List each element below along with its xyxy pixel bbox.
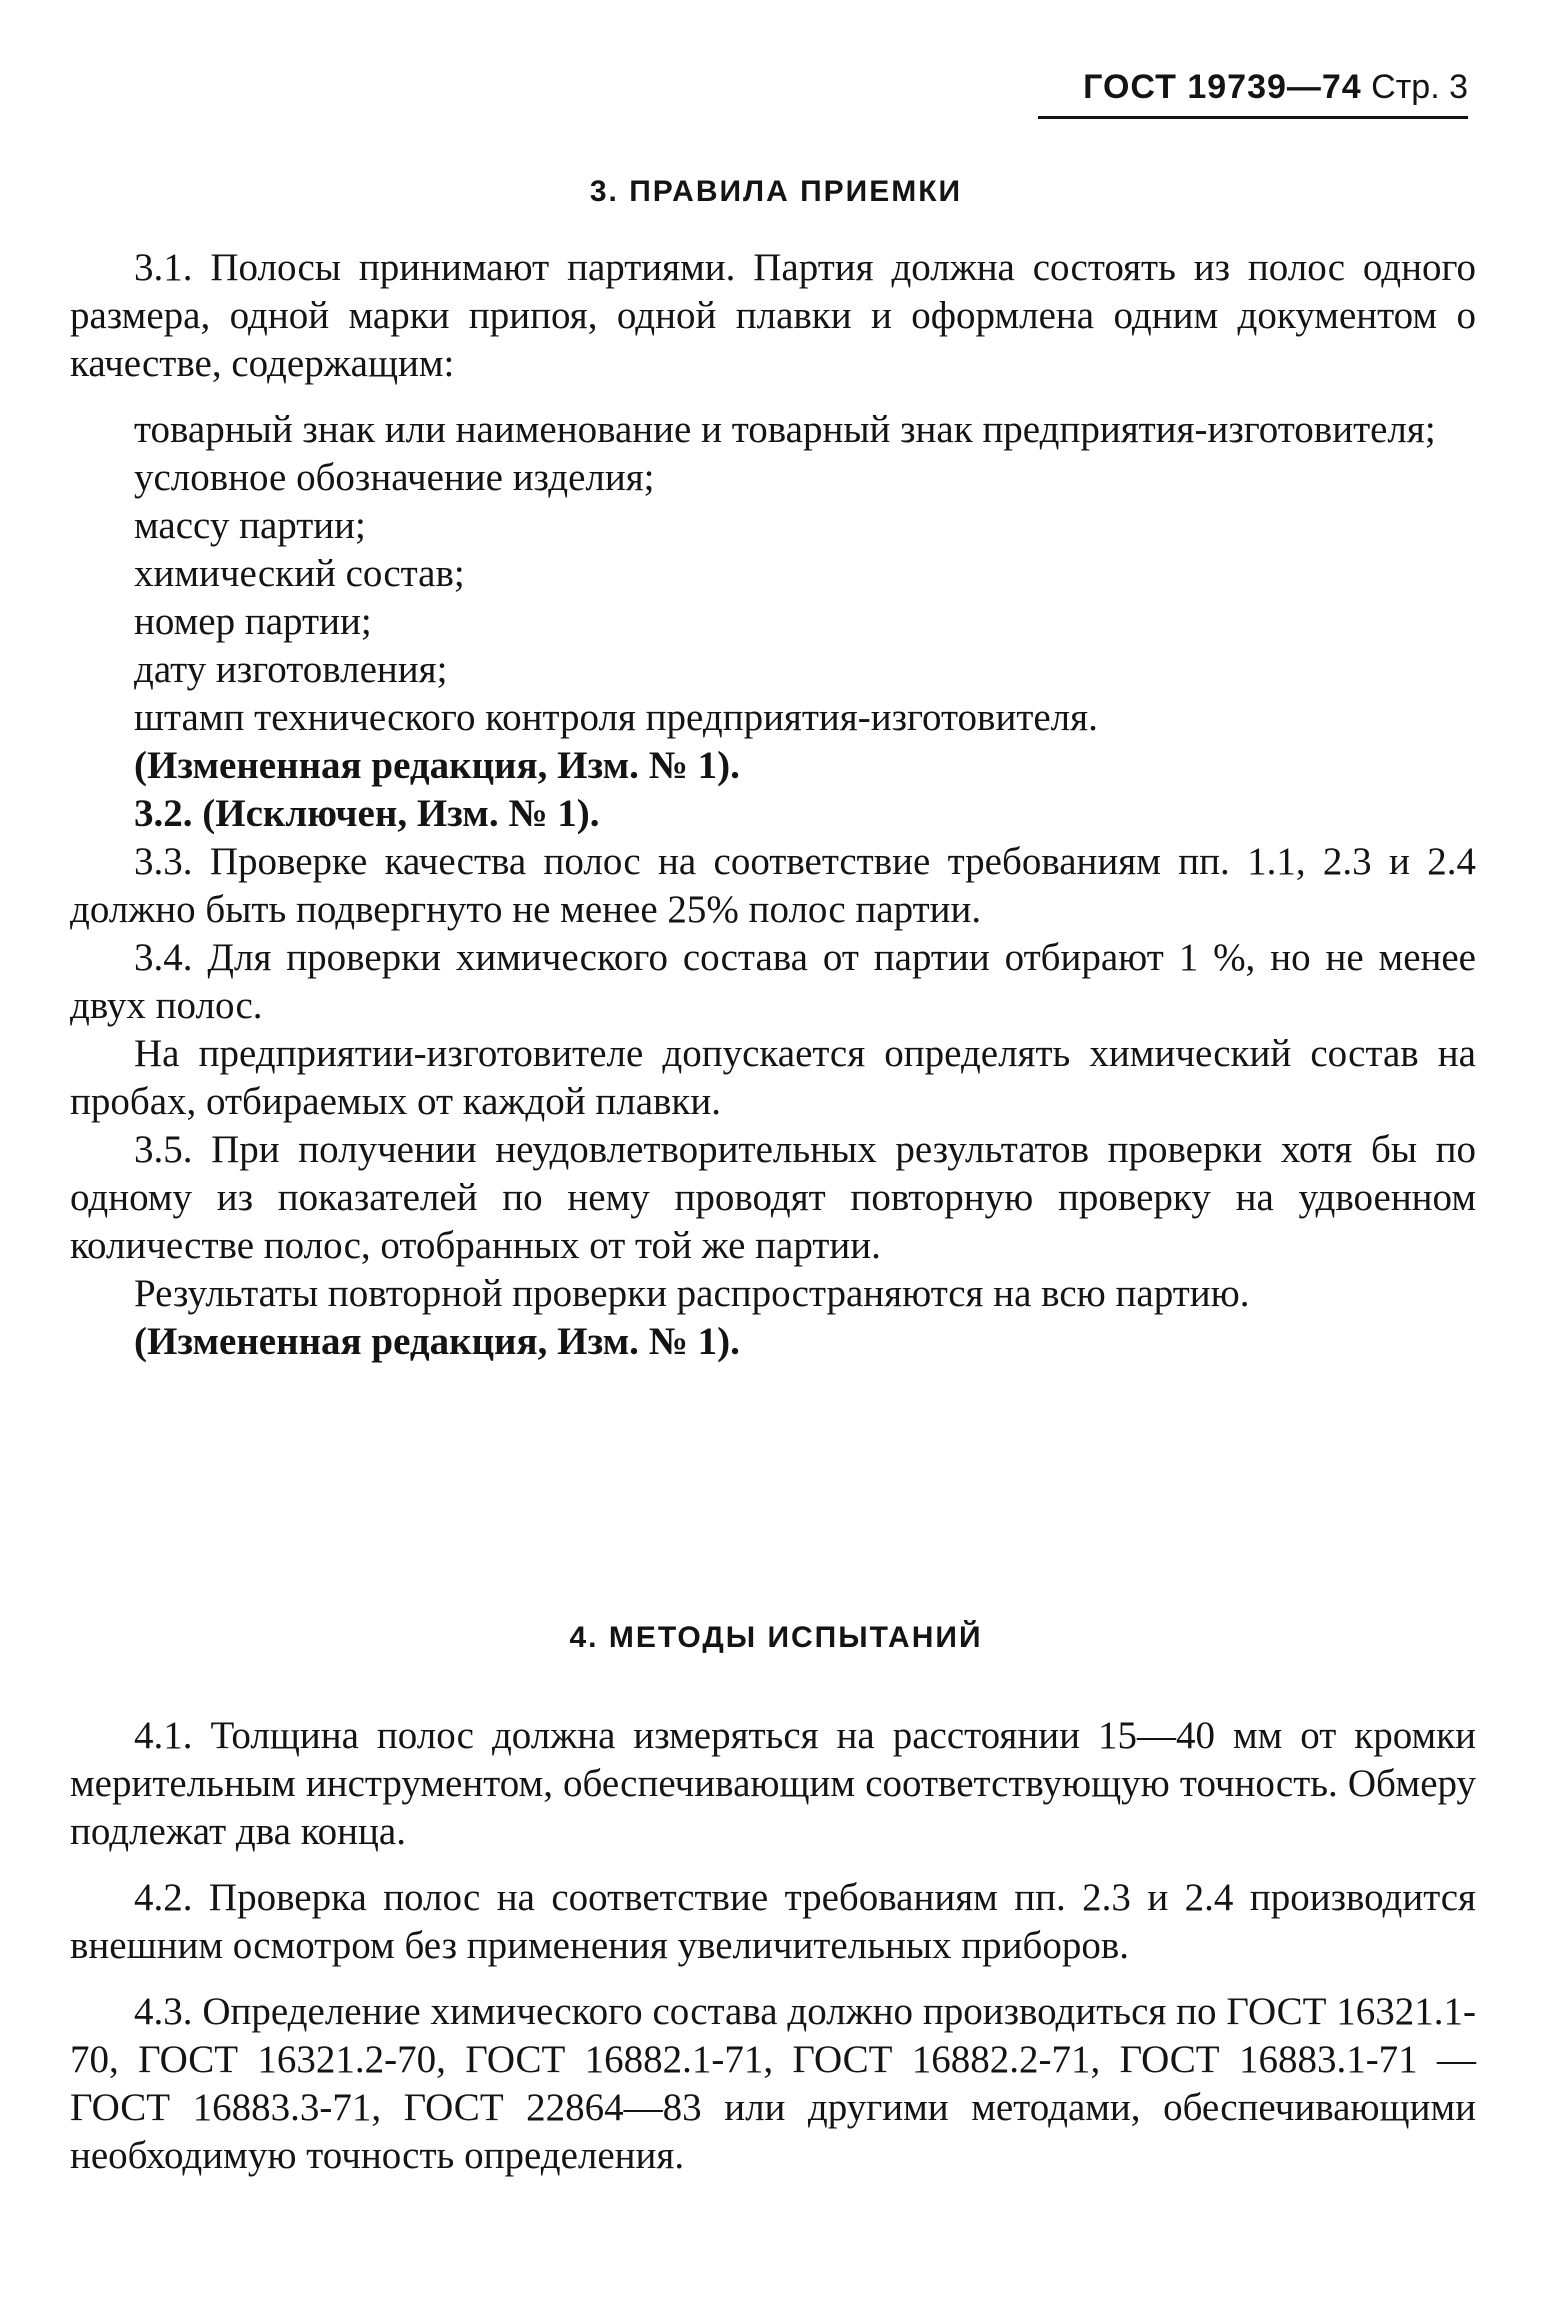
clause-4-3: 4.3. Определение химического состава должно производиться по ГОСТ 16321.1-70, ГОСТ 16321.2-70, ГОСТ 16882.1-71, ГОСТ 16882.2-71, ГОСТ 16883.1-71 — ГОСТ 16883.3-71, ГОСТ 22864—83 или другими методами, обеспечивающими необходимую точность определения.: [70, 1990, 1476, 2177]
list-item: штамп технического контроля предприятия-изготовителя.: [134, 696, 1098, 739]
clause-3-5: 3.5. При получении неудовлетворительных результатов проверки хотя бы по одному из показателей по нему проводят повторную проверку на удвоенном количестве полос, отобранных от той же партии.: [70, 1128, 1476, 1267]
clause-3-3: 3.3. Проверке качества полос на соответствие требованиям пп. 1.1, 2.3 и 2.4 должно быть подвергнуто не менее 25% полос партии.: [70, 840, 1476, 931]
page-number: Стр. 3: [1371, 68, 1468, 106]
section-3-title: 3. ПРАВИЛА ПРИЕМКИ: [589, 175, 963, 208]
list-item: товарный знак или наименование и товарный знак предприятия-изготовителя;: [134, 408, 1436, 451]
header-rule: [1038, 116, 1468, 119]
clause-3-2: 3.2. (Исключен, Изм. № 1).: [134, 792, 600, 835]
clause-3-4-note: На предприятии-изготовителе допускается определять химический состав на пробах, отбираемых от каждой плавки.: [70, 1032, 1476, 1123]
list-item: номер партии;: [134, 600, 372, 643]
clause-3-1: 3.1. Полосы принимают партиями. Партия должна состоять из полос одного размера, одной марки припоя, одной плавки и оформлена одним документом о качестве, содержащим:: [70, 246, 1476, 385]
section-3-body: [70, 244, 1476, 1366]
page-header: [1038, 66, 1468, 108]
clause-4-2: 4.2. Проверка полос на соответствие требованиям пп. 2.3 и 2.4 производится внешним осмотром без применения увеличительных приборов.: [70, 1876, 1476, 1967]
list-item: дату изготовления;: [134, 648, 448, 691]
section-4-body: [70, 1712, 1476, 2180]
list-item: массу партии;: [134, 504, 366, 547]
document-contents-list: [70, 406, 1476, 742]
standard-number: ГОСТ 19739—74: [1083, 68, 1362, 106]
amendment-note: (Измененная редакция, Изм. № 1).: [134, 1320, 740, 1363]
clause-3-5-note: Результаты повторной проверки распространяются на всю партию.: [134, 1272, 1250, 1315]
list-item: условное обозначение изделия;: [134, 456, 655, 499]
section-4-title: 4. МЕТОДЫ ИСПЫТАНИЙ: [569, 1621, 983, 1654]
amendment-note: (Измененная редакция, Изм. № 1).: [134, 744, 740, 787]
clause-3-4: 3.4. Для проверки химического состава от партии отбирают 1 %, но не менее двух полос.: [70, 936, 1476, 1027]
list-item: химический состав;: [134, 552, 465, 595]
clause-4-1: 4.1. Толщина полос должна измеряться на расстоянии 15—40 мм от кромки мерительным инструментом, обеспечивающим соответствующую точность. Обмеру подлежат два конца.: [70, 1714, 1476, 1853]
